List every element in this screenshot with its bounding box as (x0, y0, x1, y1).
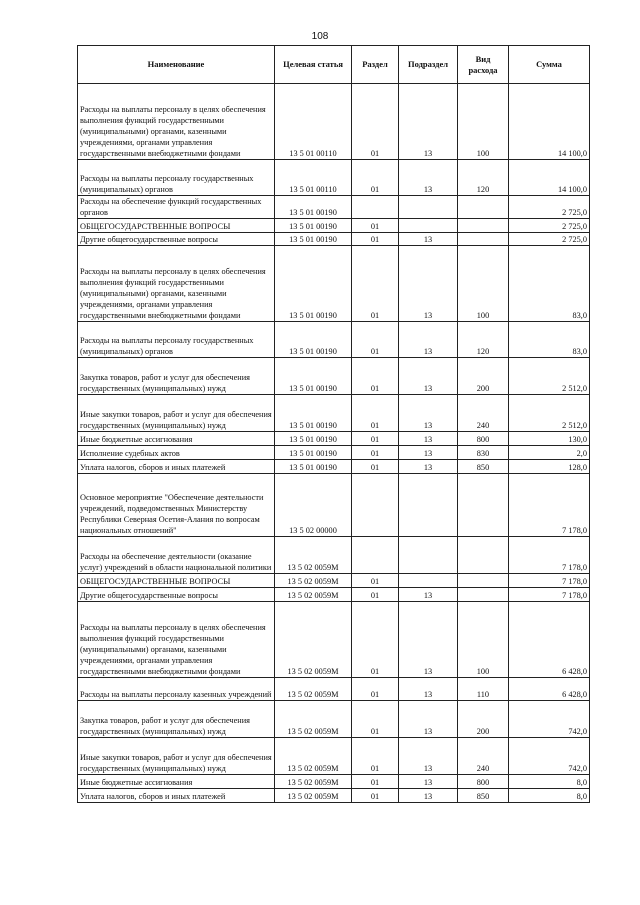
row-name-cell: Расходы на обеспечение функций государственных органов (78, 196, 275, 219)
row-expense-type-cell (458, 219, 509, 233)
header-expense-type: Вид расхода (458, 46, 509, 84)
header-name: Наименование (78, 46, 275, 84)
table-row (78, 460, 590, 474)
header-section: Раздел (352, 46, 399, 84)
table-row (78, 775, 590, 789)
row-expense-type-cell: 830 (458, 446, 509, 460)
row-name-cell: Основное мероприятие "Обеспечение деятельности учреждений, подведомственных Министерству Республики Северная Осетия-Алания по вопросам национальных отношений" (78, 474, 275, 537)
table-row (78, 196, 590, 219)
row-expense-type-cell (458, 537, 509, 574)
row-sum-cell: 130,0 (509, 432, 590, 446)
row-subsection-cell: 13 (399, 160, 458, 196)
row-expense-type-cell: 100 (458, 246, 509, 322)
row-subsection-cell: 13 (399, 358, 458, 395)
row-expense-type-cell (458, 574, 509, 588)
row-section-cell: 01 (352, 219, 399, 233)
row-subsection-cell: 13 (399, 233, 458, 246)
row-name-cell: Закупка товаров, работ и услуг для обеспечения государственных (муниципальных) нужд (78, 701, 275, 738)
row-section-cell: 01 (352, 432, 399, 446)
row-article-cell: 13 5 01 00110 (275, 84, 352, 160)
row-article-cell: 13 5 01 00110 (275, 160, 352, 196)
row-subsection-cell: 13 (399, 84, 458, 160)
row-article-cell: 13 5 02 0059M (275, 537, 352, 574)
table-row (78, 474, 590, 537)
row-subsection-cell: 13 (399, 602, 458, 678)
row-sum-cell: 83,0 (509, 322, 590, 358)
row-subsection-cell: 13 (399, 789, 458, 803)
row-article-cell: 13 5 02 0059M (275, 701, 352, 738)
row-subsection-cell (399, 574, 458, 588)
table-row (78, 678, 590, 701)
header-article: Целевая статья (275, 46, 352, 84)
table-row (78, 246, 590, 322)
row-name-cell: Закупка товаров, работ и услуг для обеспечения государственных (муниципальных) нужд (78, 358, 275, 395)
row-subsection-cell (399, 196, 458, 219)
row-subsection-cell: 13 (399, 701, 458, 738)
row-subsection-cell: 13 (399, 678, 458, 701)
row-expense-type-cell: 200 (458, 701, 509, 738)
row-name-cell: Иные бюджетные ассигнования (78, 432, 275, 446)
row-sum-cell: 2 512,0 (509, 395, 590, 432)
row-article-cell: 13 5 02 0059M (275, 678, 352, 701)
row-subsection-cell: 13 (399, 432, 458, 446)
row-article-cell: 13 5 01 00190 (275, 233, 352, 246)
table-row (78, 233, 590, 246)
row-name-cell: Расходы на выплаты персоналу в целях обеспечения выполнения функций государственными (муниципальными) органами, казенными учреждениями, органами управления государственными внебюджетными фондами (78, 84, 275, 160)
row-section-cell: 01 (352, 738, 399, 775)
row-sum-cell: 6 428,0 (509, 602, 590, 678)
table-row (78, 446, 590, 460)
row-section-cell: 01 (352, 246, 399, 322)
row-sum-cell: 6 428,0 (509, 678, 590, 701)
row-expense-type-cell (458, 233, 509, 246)
row-subsection-cell: 13 (399, 246, 458, 322)
row-expense-type-cell: 120 (458, 322, 509, 358)
budget-table (77, 45, 590, 803)
row-expense-type-cell: 120 (458, 160, 509, 196)
row-section-cell: 01 (352, 775, 399, 789)
row-sum-cell: 14 100,0 (509, 84, 590, 160)
row-expense-type-cell (458, 196, 509, 219)
row-section-cell: 01 (352, 322, 399, 358)
table-row (78, 160, 590, 196)
row-name-cell: Иные закупки товаров, работ и услуг для обеспечения государственных (муниципальных) нужд (78, 395, 275, 432)
table-body (78, 84, 590, 803)
row-name-cell: Другие общегосударственные вопросы (78, 233, 275, 246)
row-section-cell: 01 (352, 574, 399, 588)
row-article-cell: 13 5 01 00190 (275, 196, 352, 219)
row-subsection-cell: 13 (399, 446, 458, 460)
row-section-cell: 01 (352, 701, 399, 738)
row-article-cell: 13 5 01 00190 (275, 322, 352, 358)
row-section-cell (352, 196, 399, 219)
row-name-cell: ОБЩЕГОСУДАРСТВЕННЫЕ ВОПРОСЫ (78, 219, 275, 233)
page-number: 108 (311, 31, 329, 42)
table-row (78, 432, 590, 446)
row-sum-cell: 742,0 (509, 738, 590, 775)
row-article-cell: 13 5 02 0059M (275, 602, 352, 678)
row-section-cell (352, 474, 399, 537)
row-article-cell: 13 5 02 00000 (275, 474, 352, 537)
row-sum-cell: 2 725,0 (509, 233, 590, 246)
row-sum-cell: 2 725,0 (509, 196, 590, 219)
header-subsection: Подраздел (399, 46, 458, 84)
row-subsection-cell: 13 (399, 460, 458, 474)
row-name-cell: ОБЩЕГОСУДАРСТВЕННЫЕ ВОПРОСЫ (78, 574, 275, 588)
table-row (78, 738, 590, 775)
table-row (78, 358, 590, 395)
row-name-cell: Расходы на выплаты персоналу государственных (муниципальных) органов (78, 322, 275, 358)
row-article-cell: 13 5 01 00190 (275, 446, 352, 460)
row-sum-cell: 2 512,0 (509, 358, 590, 395)
table-row (78, 537, 590, 574)
row-name-cell: Уплата налогов, сборов и иных платежей (78, 789, 275, 803)
row-article-cell: 13 5 02 0059M (275, 588, 352, 602)
row-subsection-cell: 13 (399, 395, 458, 432)
row-sum-cell: 7 178,0 (509, 474, 590, 537)
table-row (78, 395, 590, 432)
row-expense-type-cell: 110 (458, 678, 509, 701)
row-sum-cell: 742,0 (509, 701, 590, 738)
row-section-cell: 01 (352, 233, 399, 246)
row-expense-type-cell: 850 (458, 789, 509, 803)
row-name-cell: Иные закупки товаров, работ и услуг для обеспечения государственных (муниципальных) нужд (78, 738, 275, 775)
row-sum-cell: 7 178,0 (509, 588, 590, 602)
row-sum-cell: 83,0 (509, 246, 590, 322)
table-row (78, 602, 590, 678)
row-name-cell: Другие общегосударственные вопросы (78, 588, 275, 602)
row-name-cell: Расходы на выплаты персоналу казенных учреждений (78, 678, 275, 701)
row-article-cell: 13 5 01 00190 (275, 358, 352, 395)
row-name-cell: Расходы на обеспечение деятельности (оказание услуг) учреждений в области национальной политики (78, 537, 275, 574)
row-subsection-cell: 13 (399, 588, 458, 602)
row-name-cell: Уплата налогов, сборов и иных платежей (78, 460, 275, 474)
row-subsection-cell (399, 474, 458, 537)
row-name-cell: Расходы на выплаты персоналу государственных (муниципальных) органов (78, 160, 275, 196)
row-name-cell: Иные бюджетные ассигнования (78, 775, 275, 789)
table-row (78, 588, 590, 602)
row-section-cell: 01 (352, 678, 399, 701)
row-expense-type-cell: 240 (458, 738, 509, 775)
table-row (78, 84, 590, 160)
row-sum-cell: 8,0 (509, 775, 590, 789)
row-sum-cell: 2,0 (509, 446, 590, 460)
row-article-cell: 13 5 02 0059M (275, 574, 352, 588)
row-expense-type-cell (458, 474, 509, 537)
row-expense-type-cell: 200 (458, 358, 509, 395)
row-sum-cell: 8,0 (509, 789, 590, 803)
row-article-cell: 13 5 02 0059M (275, 789, 352, 803)
row-sum-cell: 7 178,0 (509, 574, 590, 588)
table-row (78, 789, 590, 803)
row-sum-cell: 2 725,0 (509, 219, 590, 233)
row-article-cell: 13 5 01 00190 (275, 246, 352, 322)
row-subsection-cell: 13 (399, 738, 458, 775)
row-expense-type-cell: 100 (458, 602, 509, 678)
row-article-cell: 13 5 01 00190 (275, 219, 352, 233)
row-article-cell: 13 5 01 00190 (275, 432, 352, 446)
row-article-cell: 13 5 02 0059M (275, 738, 352, 775)
row-expense-type-cell (458, 588, 509, 602)
table-row (78, 701, 590, 738)
row-sum-cell: 128,0 (509, 460, 590, 474)
header-sum: Сумма (509, 46, 590, 84)
table-row (78, 219, 590, 233)
row-subsection-cell (399, 537, 458, 574)
row-subsection-cell: 13 (399, 322, 458, 358)
table-row (78, 574, 590, 588)
row-article-cell: 13 5 02 0059M (275, 775, 352, 789)
row-expense-type-cell: 800 (458, 775, 509, 789)
row-section-cell: 01 (352, 789, 399, 803)
row-sum-cell: 14 100,0 (509, 160, 590, 196)
row-section-cell: 01 (352, 358, 399, 395)
table-header-row (78, 46, 590, 84)
row-section-cell: 01 (352, 588, 399, 602)
row-section-cell: 01 (352, 446, 399, 460)
row-subsection-cell (399, 219, 458, 233)
row-sum-cell: 7 178,0 (509, 537, 590, 574)
row-section-cell: 01 (352, 460, 399, 474)
row-expense-type-cell: 800 (458, 432, 509, 446)
row-expense-type-cell: 100 (458, 84, 509, 160)
row-name-cell: Расходы на выплаты персоналу в целях обеспечения выполнения функций государственными (муниципальными) органами, казенными учреждениями, органами управления государственными внебюджетными фондами (78, 246, 275, 322)
row-name-cell: Расходы на выплаты персоналу в целях обеспечения выполнения функций государственными (муниципальными) органами, казенными учреждениями, органами управления государственными внебюджетными фондами (78, 602, 275, 678)
row-section-cell: 01 (352, 395, 399, 432)
row-article-cell: 13 5 01 00190 (275, 460, 352, 474)
table-row (78, 322, 590, 358)
row-expense-type-cell: 240 (458, 395, 509, 432)
row-article-cell: 13 5 01 00190 (275, 395, 352, 432)
row-expense-type-cell: 850 (458, 460, 509, 474)
row-name-cell: Исполнение судебных актов (78, 446, 275, 460)
row-section-cell: 01 (352, 602, 399, 678)
row-subsection-cell: 13 (399, 775, 458, 789)
row-section-cell: 01 (352, 84, 399, 160)
row-section-cell: 01 (352, 160, 399, 196)
row-section-cell (352, 537, 399, 574)
